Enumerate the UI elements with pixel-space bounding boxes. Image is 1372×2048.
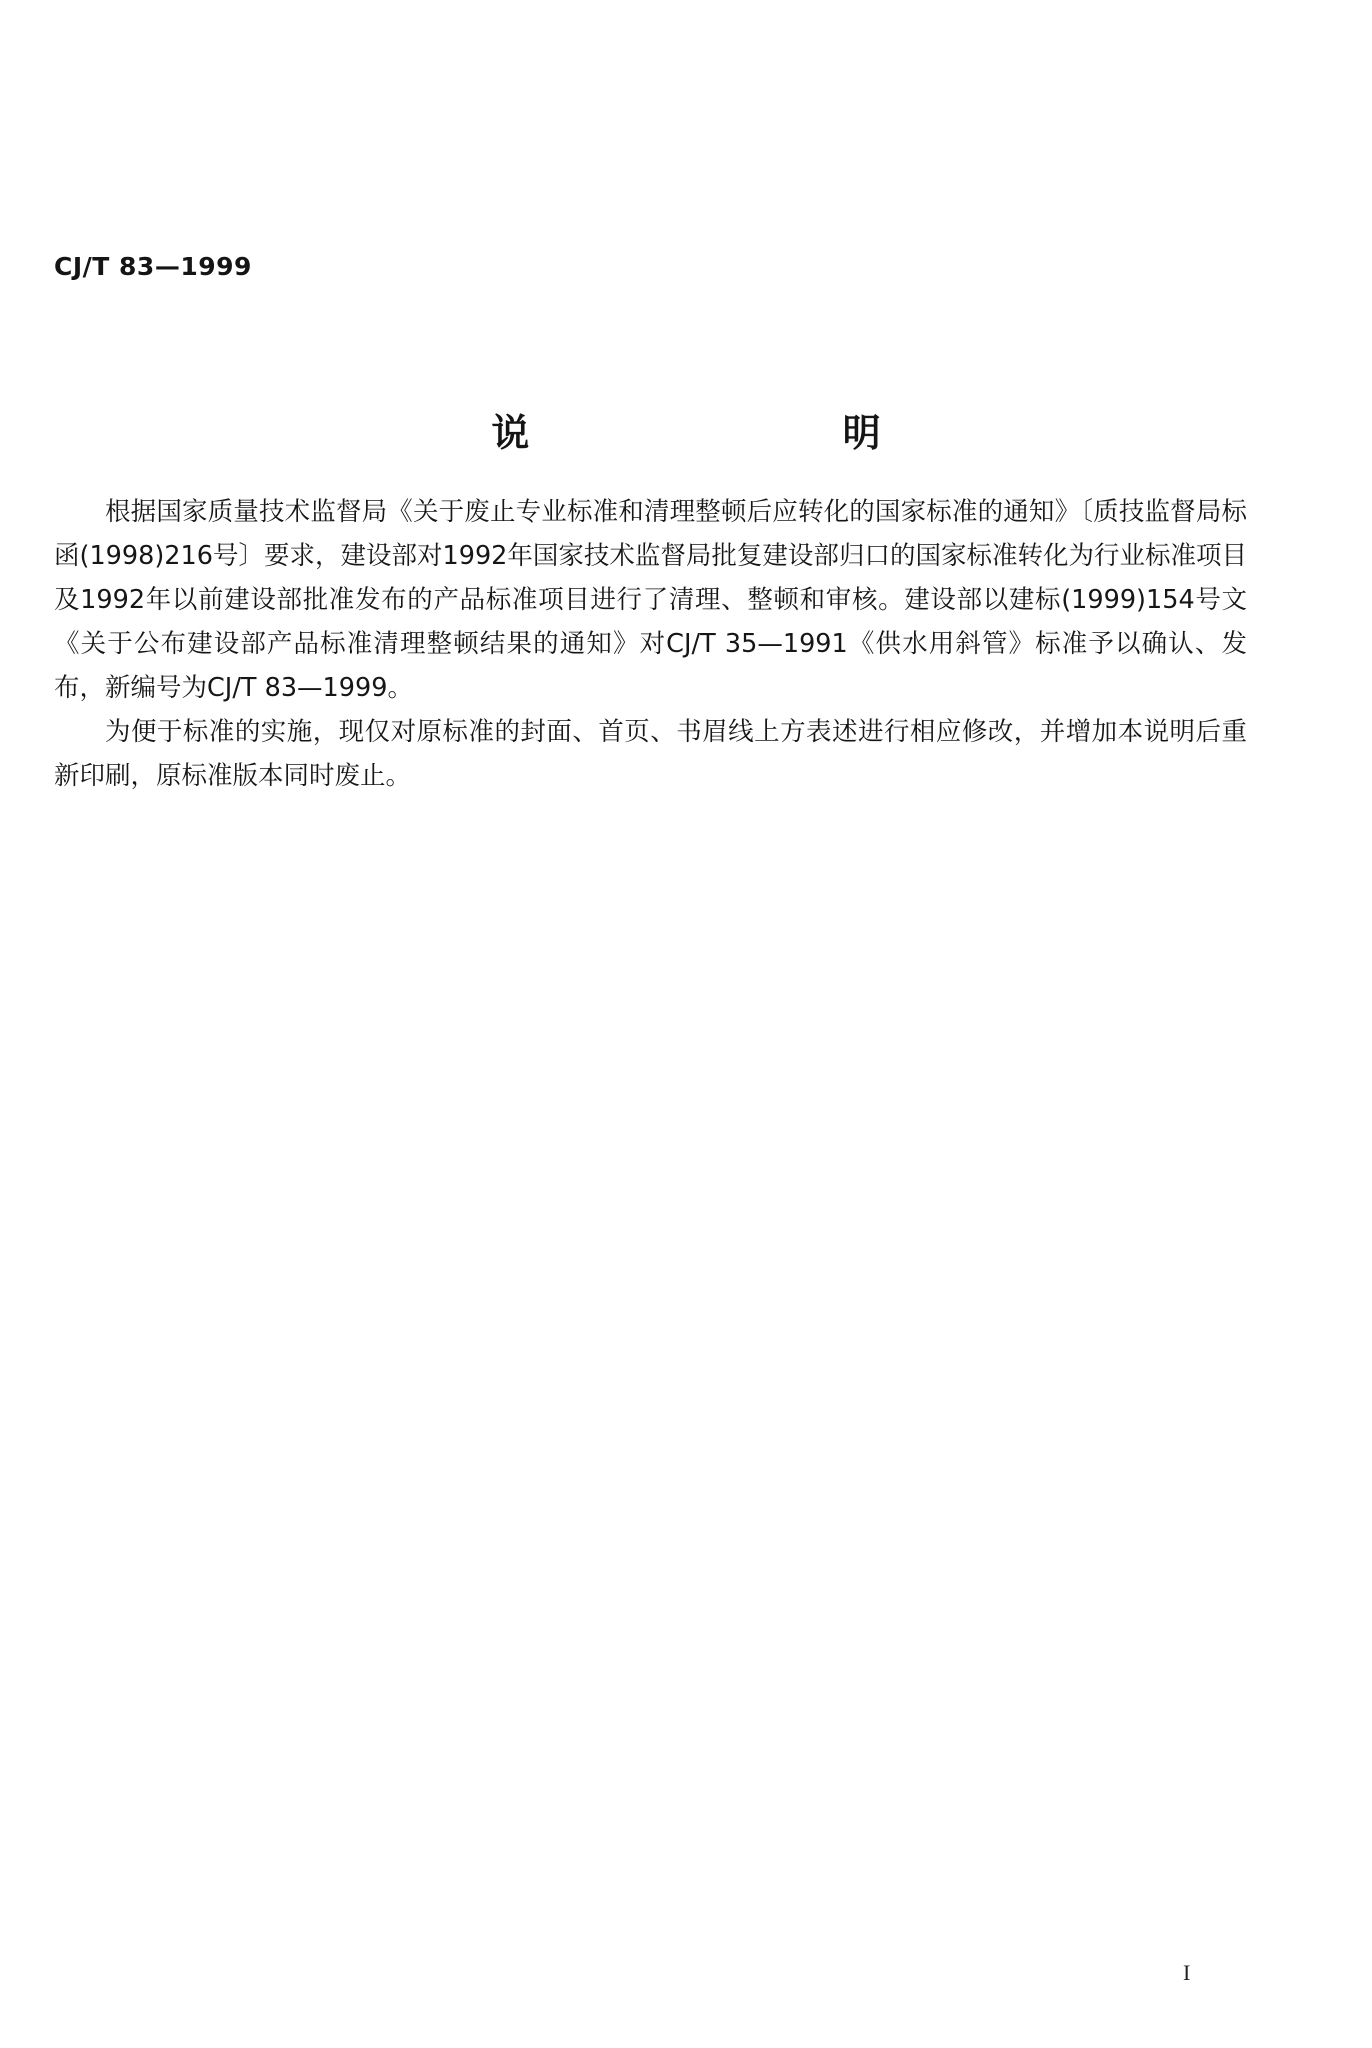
paragraph-2: 为便于标准的实施，现仅对原标准的封面、首页、书眉线上方表述进行相应修改，并增加本说明后重新印刷，原标准版本同时废止。 xyxy=(54,717,1247,791)
page-title: 说 明 xyxy=(491,411,1031,455)
explanation-body xyxy=(54,490,1247,798)
paragraph-1: 根据国家质量技术监督局《关于废止专业标准和清理整顿后应转化的国家标准的通知》〔质技监督局标函(1998)216号〕要求，建设部对1992年国家技术监督局批复建设部归口的国家标准转化为行业标准项目及1992年以前建设部批准发布的产品标准项目进行了清理、整顿和审核。建设部以建标(1999)154号文《关于公布建设部产品标准清理整顿结果的通知》对CJ/T 35—1991《供水用斜管》标准予以确认、发布，新编号为CJ/T 83—1999。 xyxy=(54,497,1247,703)
standard-code-header: CJ/T 83—1999 xyxy=(54,252,252,281)
page-number: I xyxy=(1183,1960,1191,1985)
